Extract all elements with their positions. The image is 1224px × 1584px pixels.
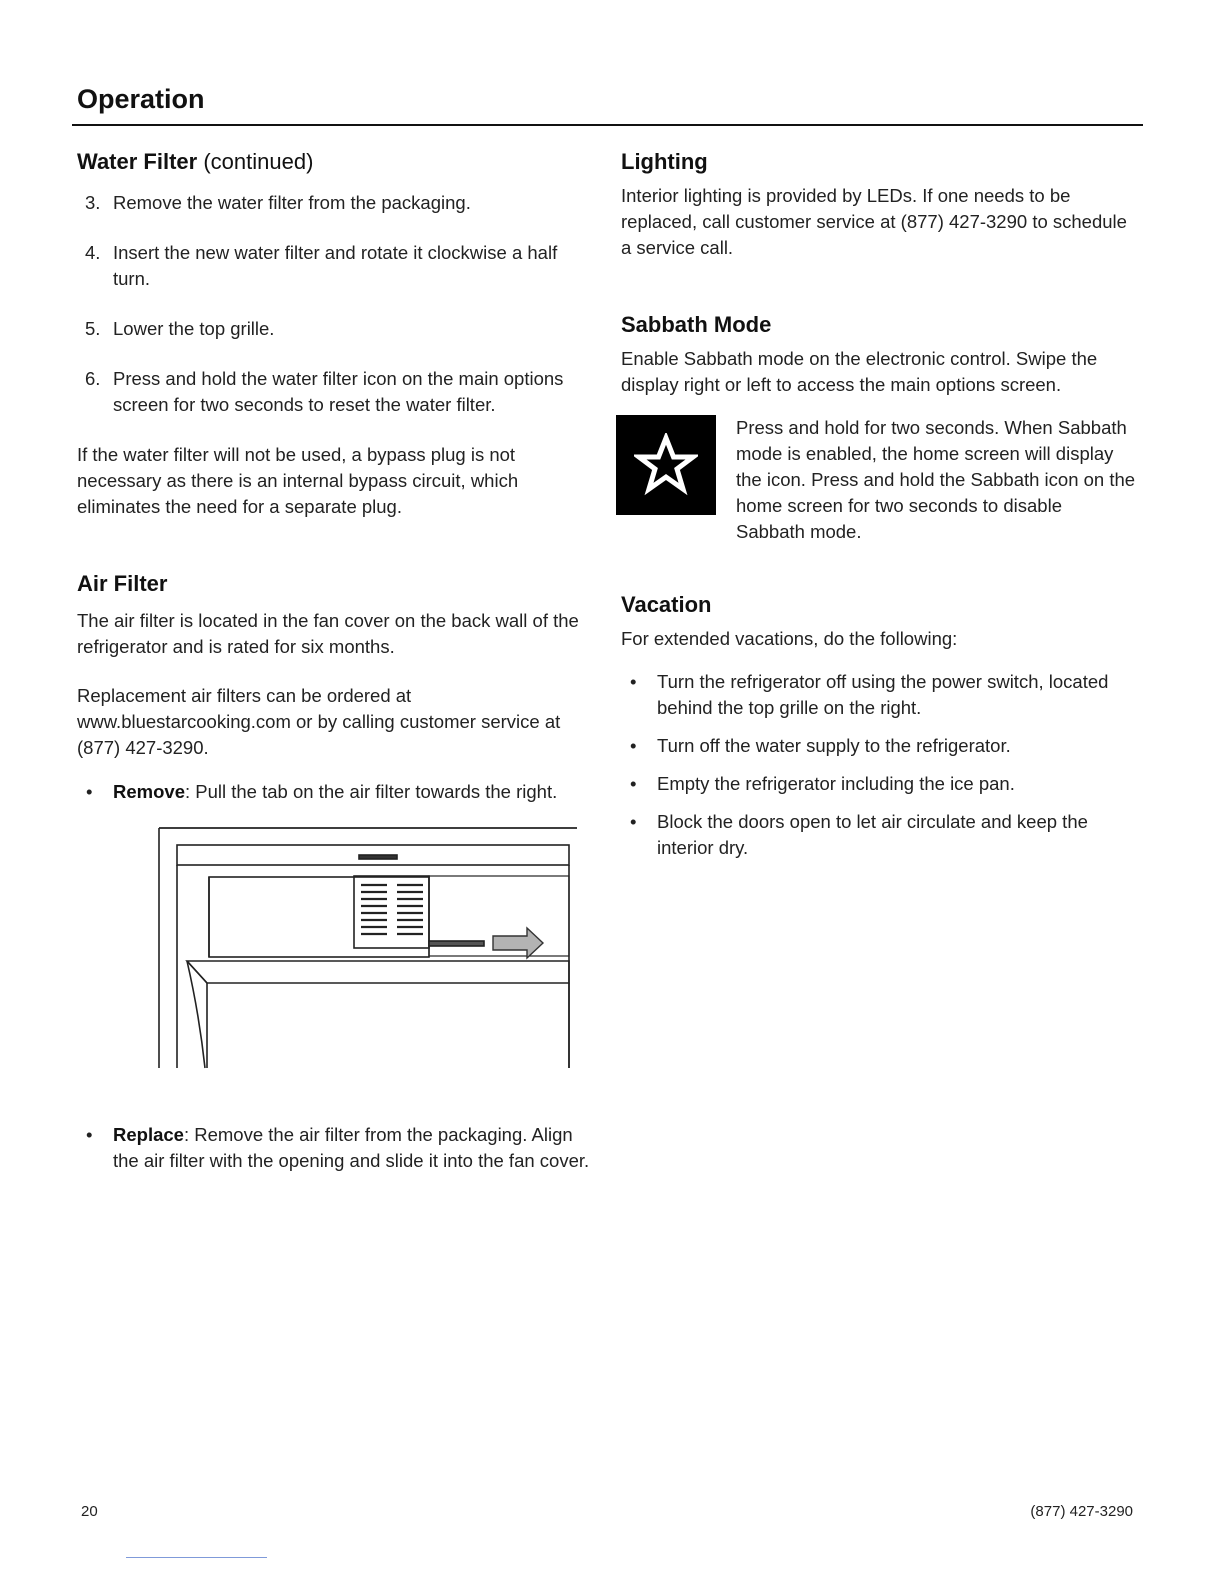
sabbath-star-icon bbox=[616, 415, 716, 515]
air-filter-replace-list bbox=[77, 1122, 592, 1174]
lighting-text: Interior lighting is provided by LEDs. If one needs to be replaced, call customer service at (877) 427-3290 to schedule a service call. bbox=[621, 185, 1127, 258]
title-divider bbox=[72, 124, 1143, 126]
remove-text: : Pull the tab on the air filter towards the right. bbox=[184, 781, 558, 802]
water-filter-heading-text: Water Filter bbox=[77, 149, 198, 174]
water-filter-steps bbox=[77, 190, 592, 418]
water-filter-step bbox=[77, 316, 592, 342]
water-filter-step bbox=[77, 366, 592, 418]
air-filter-diagram bbox=[117, 823, 577, 1071]
page-number: 20 bbox=[81, 1503, 98, 1520]
vacation-list bbox=[621, 669, 1136, 861]
step-number: 5. bbox=[85, 318, 101, 339]
lighting-heading: Lighting bbox=[621, 149, 708, 174]
step-text: Insert the new water filter and rotate it clockwise a half turn. bbox=[113, 242, 558, 289]
air-filter-replace-item bbox=[77, 1122, 592, 1174]
sabbath-intro: Enable Sabbath mode on the electronic control. Swipe the display right or left to access the main options screen. bbox=[621, 348, 1098, 395]
vacation-item: • Turn off the water supply to the refrigerator. bbox=[621, 733, 1136, 759]
replace-text: : Remove the air filter from the packaging. Align the air filter with the opening and slide it into the fan cover. bbox=[113, 1124, 590, 1171]
footer-link-underline bbox=[126, 1557, 267, 1558]
step-number: 4. bbox=[85, 242, 101, 263]
footer-phone: (877) 427-3290 bbox=[1030, 1503, 1133, 1520]
right-column bbox=[621, 148, 1136, 861]
air-filter-heading: Air Filter bbox=[77, 571, 168, 596]
page-title: Operation bbox=[77, 84, 205, 114]
air-filter-order-text: Replacement air filters can be ordered at www.bluestarcooking.com or by calling customer service at (877) 427-3290. bbox=[77, 685, 561, 758]
air-filter-remove-item bbox=[77, 779, 592, 805]
sabbath-heading: Sabbath Mode bbox=[621, 312, 772, 337]
water-filter-step bbox=[77, 190, 592, 216]
sabbath-icon-row bbox=[621, 415, 1136, 545]
vacation-intro: For extended vacations, do the following: bbox=[621, 628, 958, 649]
arrow-right-icon bbox=[493, 928, 543, 958]
step-text: Lower the top grille. bbox=[113, 318, 275, 339]
vacation-item: • Block the doors open to let air circulate and keep the interior dry. bbox=[621, 809, 1136, 861]
vacation-heading: Vacation bbox=[621, 592, 712, 617]
sabbath-icon-text: Press and hold for two seconds. When Sabbath mode is enabled, the home screen will display the icon. Press and hold the Sabbath icon on the home screen for two seconds to disable Sabbath mode. bbox=[736, 417, 1136, 542]
air-filter-remove-list bbox=[77, 779, 592, 805]
step-text: Remove the water filter from the packaging. bbox=[113, 192, 471, 213]
replace-label: Replace bbox=[113, 1124, 184, 1145]
vacation-item: • Empty the refrigerator including the ice pan. bbox=[621, 771, 1136, 797]
remove-label: Remove bbox=[113, 781, 185, 802]
water-filter-heading bbox=[77, 148, 592, 176]
vacation-item: • Turn the refrigerator off using the power switch, located behind the top grille on the right. bbox=[621, 669, 1136, 721]
step-number: 3. bbox=[85, 192, 101, 213]
step-number: 6. bbox=[85, 368, 101, 389]
left-column bbox=[77, 148, 592, 1174]
step-text: Press and hold the water filter icon on the main options screen for two seconds to reset the water filter. bbox=[113, 368, 564, 415]
air-filter-location-text: The air filter is located in the fan cover on the back wall of the refrigerator and is rated for six months. bbox=[77, 610, 579, 657]
water-filter-note: If the water filter will not be used, a bypass plug is not necessary as there is an internal bypass circuit, which eliminates the need for a separate plug. bbox=[77, 444, 519, 517]
water-filter-heading-suffix: (continued) bbox=[203, 149, 314, 174]
water-filter-step bbox=[77, 240, 592, 292]
